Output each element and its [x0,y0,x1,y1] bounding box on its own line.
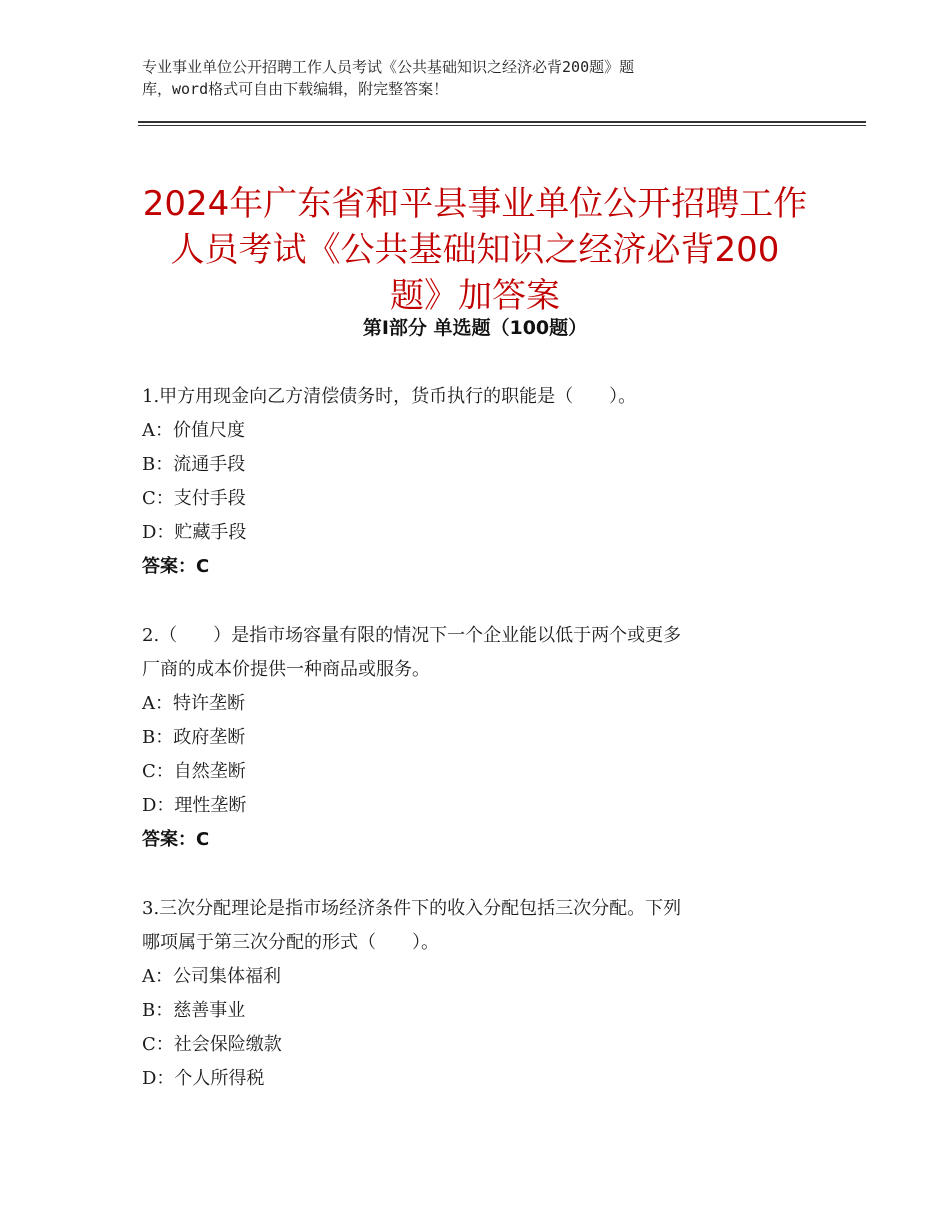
question-1 [142,380,802,584]
option-d: D：个人所得税 [142,1068,265,1089]
header-divider [138,125,866,126]
question-stem: 3.三次分配理论是指市场经济条件下的收入分配包括三次分配。下列 [142,898,682,919]
question-2 [142,619,802,857]
option-a: A：特许垄断 [142,693,245,714]
option-a: A：价值尺度 [142,420,245,441]
option-b: B：流通手段 [142,454,246,475]
header-note-line: 库，word格式可自由下载编辑，附完整答案！ [142,80,449,98]
option-b: B：政府垄断 [142,727,246,748]
option-d: D：理性垄断 [142,795,247,816]
option-c: C：社会保险缴款 [142,1034,282,1055]
section-title: 第Ⅰ部分 单选题（100题） [362,317,588,339]
question-stem: 2.（ ）是指市场容量有限的情况下一个企业能以低于两个或更多 [142,625,682,646]
question-stem: 厂商的成本价提供一种商品或服务。 [142,659,430,680]
option-a: A：公司集体福利 [142,966,281,987]
header-note-line: 专业事业单位公开招聘工作人员考试《公共基础知识之经济必背200题》题 [142,58,635,76]
option-c: C：支付手段 [142,488,246,509]
question-3 [142,892,802,1096]
answer: 答案：C [142,829,210,850]
question-stem: 1.甲方用现金向乙方清偿债务时，货币执行的职能是（ ）。 [142,386,637,407]
answer: 答案：C [142,556,210,577]
header-note [142,56,782,100]
question-stem: 哪项属于第三次分配的形式（ ）。 [142,932,439,953]
option-b: B：慈善事业 [142,1000,246,1021]
title-line: 题》加答案 [390,275,560,316]
document-title [60,181,890,319]
option-c: C：自然垄断 [142,761,246,782]
title-line: 2024年广东省和平县事业单位公开招聘工作 [142,183,808,224]
title-line: 人员考试《公共基础知识之经济必背200 [170,229,780,270]
option-d: D：贮藏手段 [142,522,247,543]
header-divider [138,121,866,123]
